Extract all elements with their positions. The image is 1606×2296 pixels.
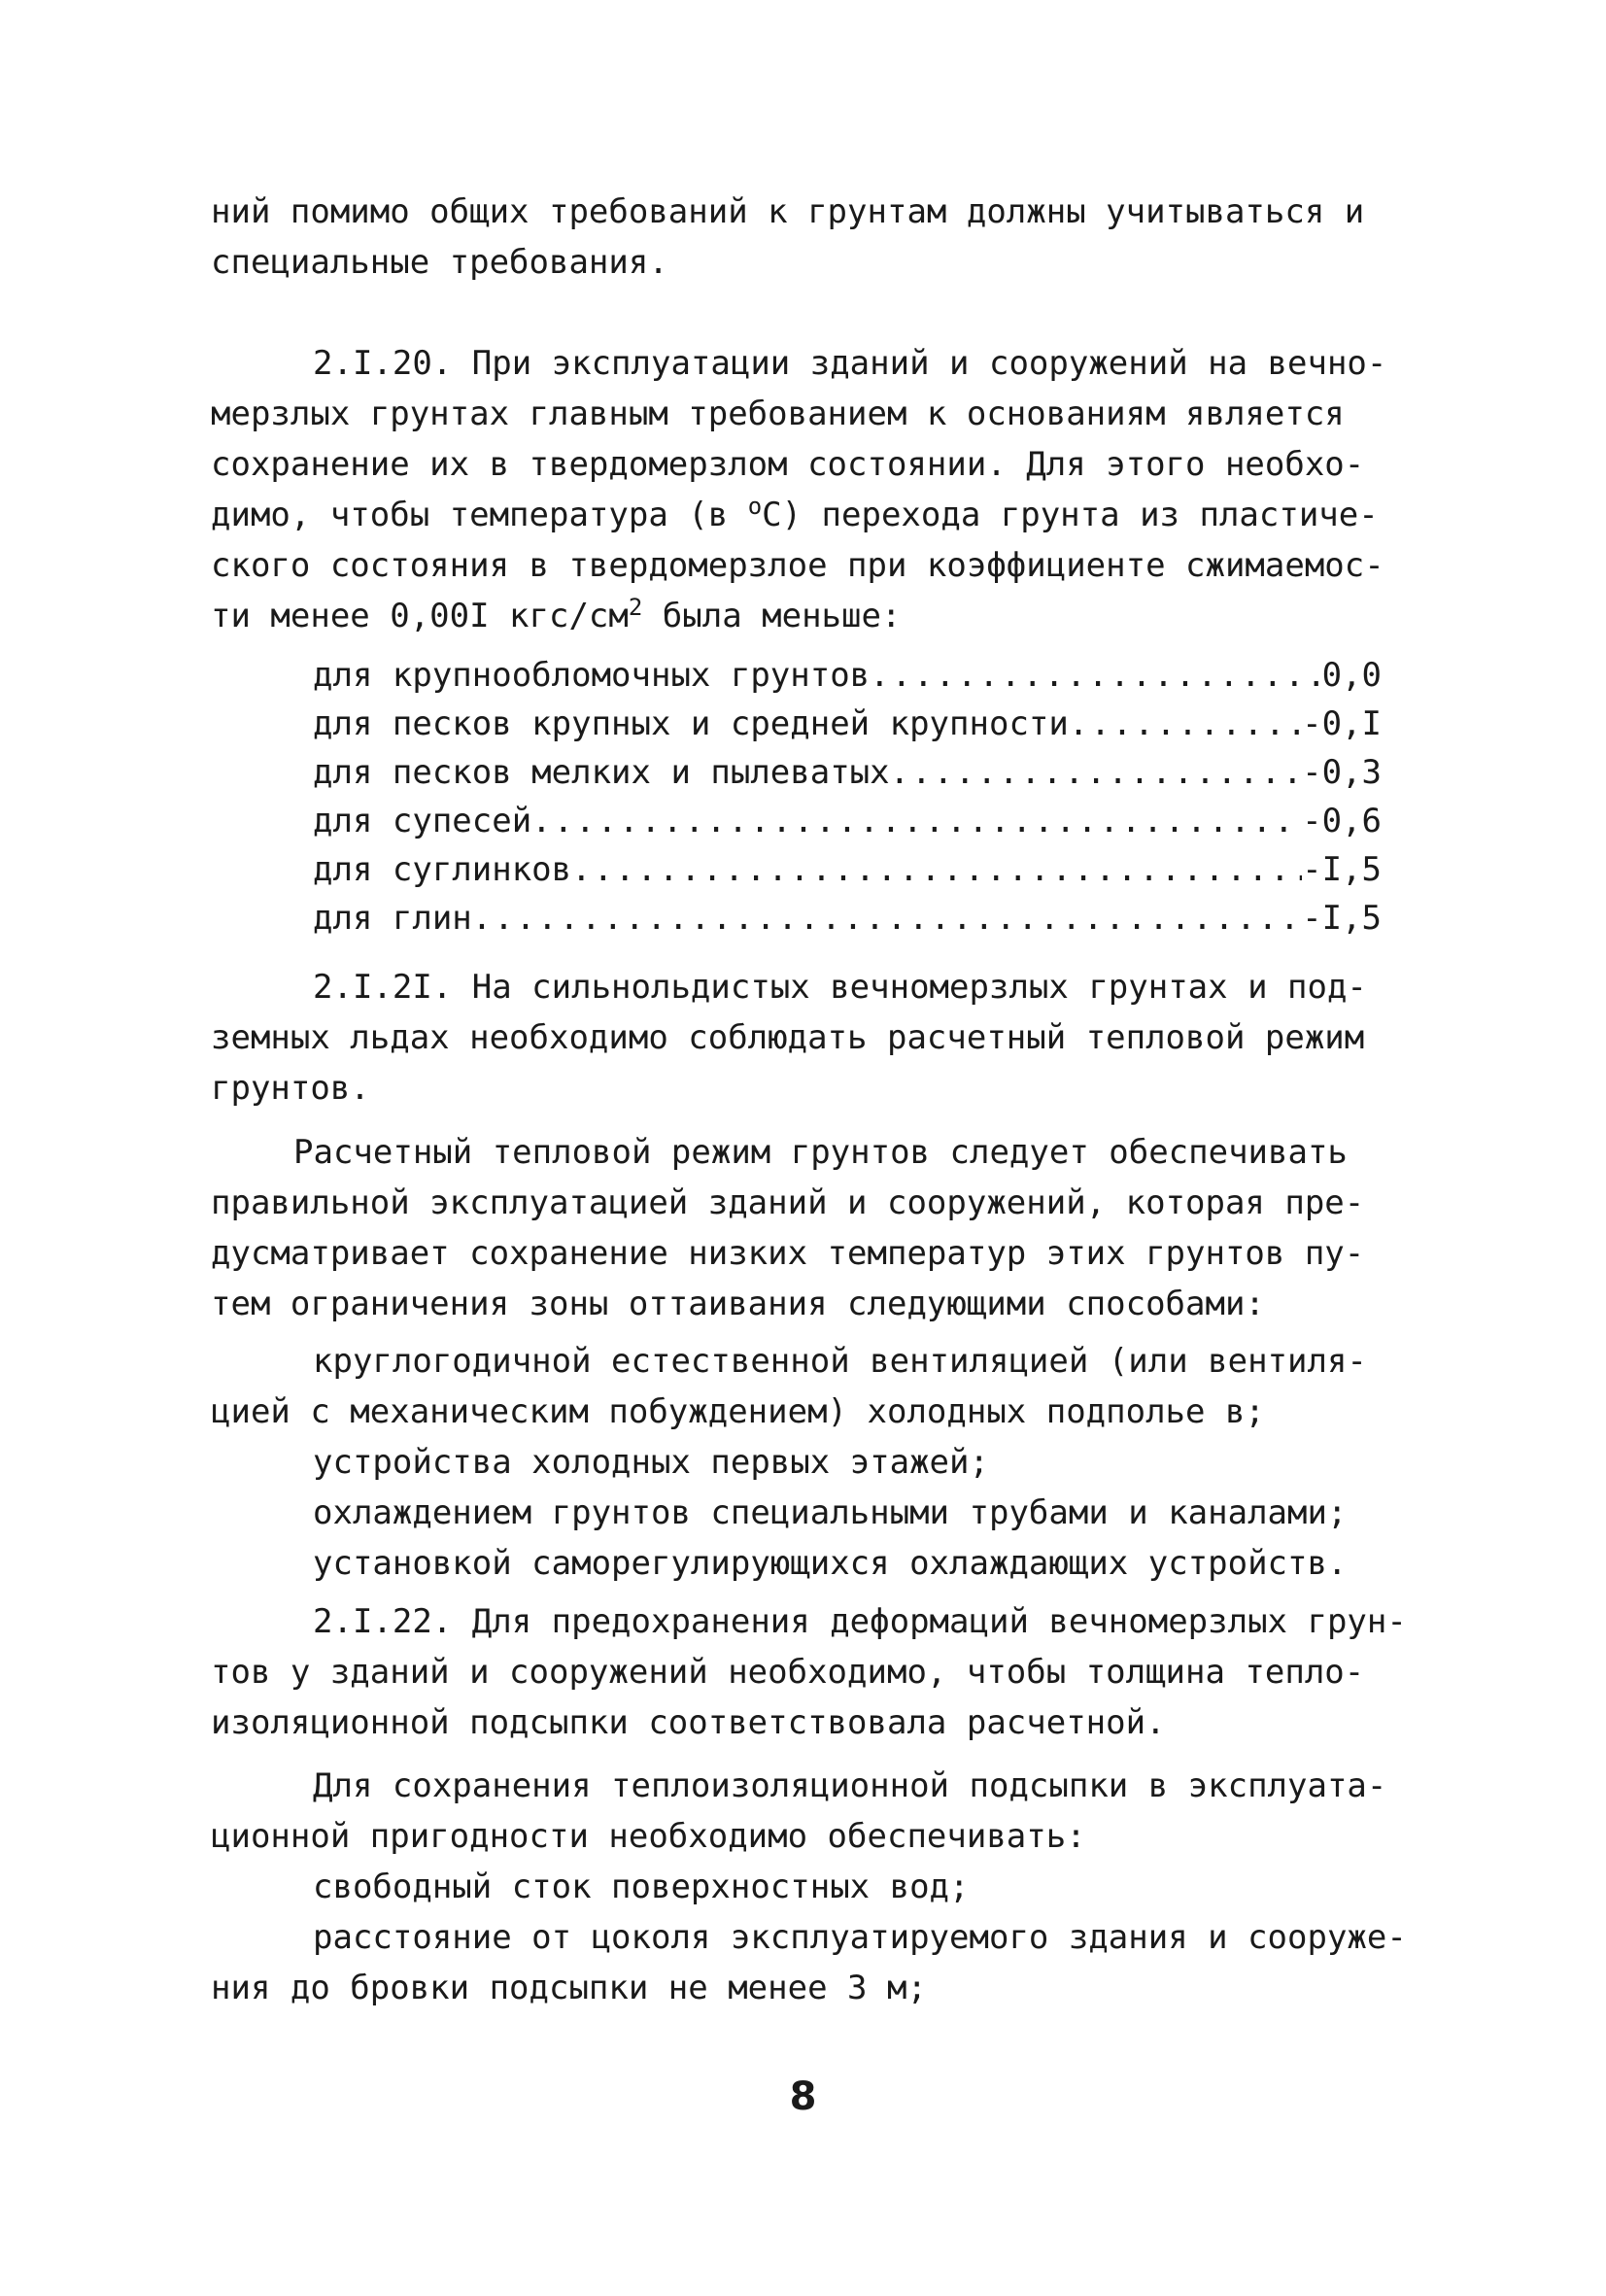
leader-dots — [531, 797, 1302, 845]
text-line: изоляционной подсыпки соответствовала расчетной. — [211, 1703, 1166, 1742]
text-fragment: ти менее 0,00I кгс/см — [211, 597, 629, 635]
paragraph-2-1-21 — [211, 962, 1396, 1114]
text-line: ского состояния в твердомерзлое при коэффициенте сжимаемос- — [211, 546, 1384, 585]
text-line: ний помимо общих требований к грунтам должны учитываться и — [211, 192, 1365, 231]
text-line: грунтов. — [211, 1069, 370, 1108]
text-line: специальные требования. — [211, 243, 668, 282]
square-superscript: 2 — [628, 594, 643, 621]
list-item — [313, 651, 1382, 700]
text-line: правильной эксплуатацией зданий и сооружений, которая пре- — [211, 1183, 1365, 1222]
list-item-value: -0,I — [1302, 704, 1382, 743]
text-line: 2.I.22. Для предохранения деформаций вечномерзлых грун- — [313, 1602, 1407, 1641]
leader-dots — [890, 748, 1302, 797]
text-line: ния до бровки подсыпки не менее 3 м; — [211, 1969, 927, 2007]
intro-paragraph — [211, 187, 1396, 288]
text-line: устройства холодных первых этажей; — [313, 1443, 989, 1482]
degree-superscript: о — [747, 493, 763, 520]
text-line: земных льдах необходимо соблюдать расчетный тепловой режим — [211, 1018, 1365, 1057]
text-line: тем ограничения зоны оттаивания следующими способами: — [211, 1285, 1265, 1323]
paragraph-2-1-20 — [211, 338, 1396, 641]
list-item — [313, 845, 1382, 894]
leader-dots — [472, 894, 1302, 942]
paragraph-2-1-22 — [211, 1596, 1407, 1748]
text-fragment: С) перехода грунта из пластиче- — [762, 496, 1379, 534]
text-line: тов у зданий и сооружений необходимо, чтобы толщина тепло- — [211, 1653, 1365, 1692]
leader-dots — [571, 845, 1302, 894]
text-line-temperature — [211, 490, 1396, 540]
list-item-value: -0,6 — [1302, 802, 1382, 840]
text-line: свободный сток поверхностных вод; — [313, 1868, 970, 1906]
text-fragment: была меньше: — [642, 597, 902, 635]
list-item-label: для супесей — [313, 802, 532, 840]
text-line: дусматривает сохранение низких температур этих грунтов пу- — [211, 1234, 1365, 1273]
methods-list — [211, 1336, 1396, 1589]
text-line: Расчетный тепловой режим грунтов следует обеспечивать — [293, 1133, 1348, 1172]
leader-dots — [870, 651, 1321, 700]
list-item-value: -I,5 — [1302, 850, 1382, 889]
leader-dots — [1069, 700, 1302, 748]
paragraph-insulation-fill — [211, 1761, 1407, 2013]
list-item-label: для суглинков — [313, 850, 572, 889]
list-item — [313, 700, 1382, 748]
text-line-pressure — [211, 591, 1396, 641]
list-item-label: для песков мелких и пылеватых — [313, 753, 890, 792]
text-line: расстояние от цоколя эксплуатируемого здания и сооруже- — [313, 1918, 1407, 1957]
text-line: охлаждением грунтов специальными трубами и каналами; — [313, 1493, 1348, 1532]
list-item-value: 0,0 — [1321, 656, 1382, 695]
text-line: мерзлых грунтах главным требованием к основаниям является — [211, 394, 1345, 433]
text-line: цией с механическим побуждением) холодных подполье в; — [211, 1392, 1265, 1431]
text-line: ционной пригодности необходимо обеспечивать: — [211, 1817, 1086, 1856]
list-item-value: -0,3 — [1302, 753, 1382, 792]
list-item — [313, 748, 1382, 797]
list-item-label: для глин — [313, 899, 472, 938]
list-item — [313, 797, 1382, 845]
text-line: Для сохранения теплоизоляционной подсыпки в эксплуата- — [313, 1766, 1387, 1805]
text-line: 2.I.2I. На сильнольдистых вечномерзлых грунтах и под- — [313, 968, 1367, 1007]
text-line: установкой саморегулирующихся охлаждающих устройств. — [313, 1544, 1348, 1583]
list-item-value: -I,5 — [1302, 899, 1382, 938]
page-number: 8 — [789, 2074, 817, 2119]
text-line: сохранение их в твердомерзлом состоянии. Для этого необхо- — [211, 445, 1365, 484]
text-line: круглогодичной естественной вентиляцией (или вентиля- — [313, 1342, 1367, 1381]
text-line: 2.I.20. При эксплуатации зданий и сооружений на вечно- — [313, 344, 1387, 383]
list-item-label: для песков крупных и средней крупности — [313, 704, 1069, 743]
soil-temperature-list — [313, 651, 1382, 942]
paragraph-thermal-regime — [211, 1127, 1396, 1329]
list-item-label: для крупнообломочных грунтов — [313, 656, 871, 695]
list-item — [313, 894, 1382, 942]
text-fragment: димо, чтобы температура (в — [211, 496, 748, 534]
